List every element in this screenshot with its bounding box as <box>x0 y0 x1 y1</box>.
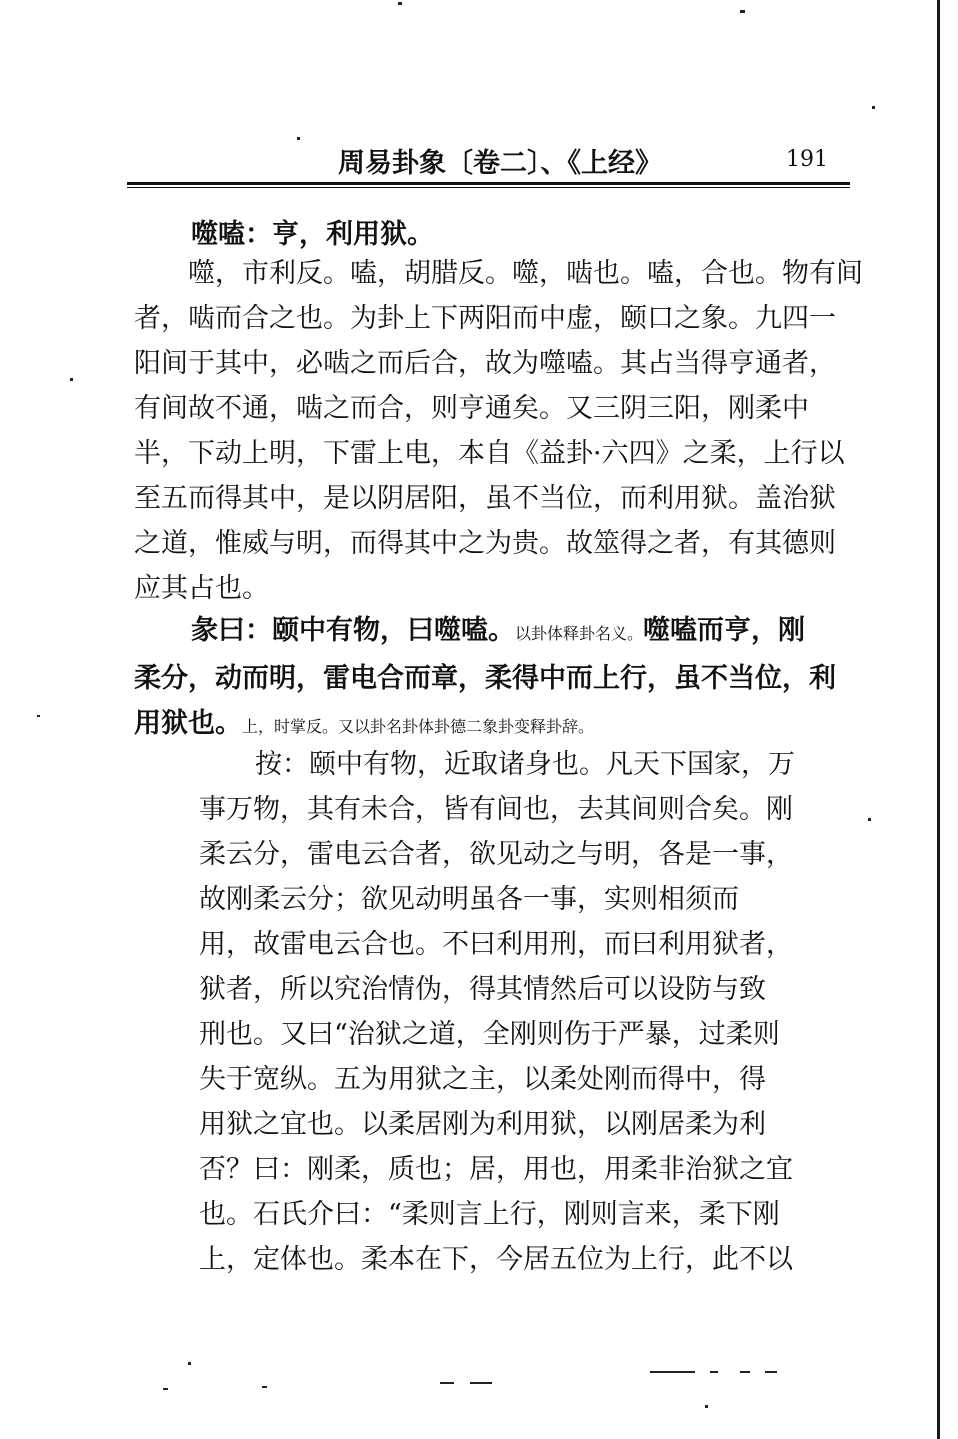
scan-speck <box>868 818 871 821</box>
note-line: 刑也。又曰“治狱之道，全刚则伤于严暴，过柔则 <box>199 1019 780 1050</box>
commentary-line: 噬，市利反。嗑，胡腊反。噬，啮也。嗑，合也。物有间 <box>188 258 863 289</box>
note-line: 也。石氏介曰：“柔则言上行，刚则言来，柔下刚 <box>199 1199 780 1230</box>
note-line: 上，定体也。柔本在下，今居五位为上行，此不以 <box>199 1244 793 1275</box>
scan-speck <box>37 715 40 717</box>
commentary-paragraph <box>134 251 863 611</box>
note-line: 失于宽纵。五为用狱之主，以柔处刚而得中，得 <box>199 1064 766 1095</box>
running-header-title: 周易卦象〔卷二〕、《上经》 <box>338 148 662 179</box>
tuan-text: 柔分，动而明，雷电合而章，柔得中而上行，虽不当位，利 <box>134 663 836 694</box>
tuan-line-1 <box>134 608 856 656</box>
commentary-line: 阳间于其中，必啮之而后合，故为噬嗑。其占当得亨通者， <box>134 348 836 379</box>
scan-speck <box>765 1371 777 1373</box>
note-line: 否？曰：刚柔，质也；居，用也，用柔非治狱之宜 <box>199 1154 793 1185</box>
header-rule-thick <box>127 182 850 185</box>
commentary-line: 应其占也。 <box>134 573 269 604</box>
tuan-paragraph <box>134 608 856 749</box>
tuan-annotation: 上，时掌反。又以卦名卦体卦德二象卦变释卦辞。 <box>242 717 595 736</box>
scan-speck <box>740 1371 750 1373</box>
note-line: 狱者，所以究治情伪，得其情然后可以设防与致 <box>199 974 766 1005</box>
scan-speck <box>470 1382 492 1384</box>
note-line: 按：颐中有物，近取诸身也。凡天下国家，万 <box>255 749 795 780</box>
note-line: 事万物，其有未合，皆有间也，去其间则合矣。刚 <box>199 794 793 825</box>
tuan-text: 噬嗑而亨，刚 <box>643 615 806 646</box>
scan-speck <box>163 1388 168 1390</box>
scan-speck <box>297 137 300 140</box>
scan-speck <box>710 1371 718 1373</box>
scan-speck <box>398 2 402 5</box>
commentary-line: 至五而得其中，是以阴居阳，虽不当位，而利用狱。盖治狱 <box>134 483 836 514</box>
note-line: 用，故雷电云合也。不曰利用刑，而曰利用狱者， <box>199 929 793 960</box>
tuan-annotation: 以卦体释卦名义。 <box>515 624 644 643</box>
tuan-text: 用狱也。 <box>134 708 242 739</box>
hexagram-heading: 噬嗑：亨，利用狱。 <box>191 219 434 250</box>
commentary-line: 之道，惟威与明，而得其中之为贵。故筮得之者，有其德则 <box>134 528 836 559</box>
note-line: 柔云分，雷电云合者，欲见动之与明，各是一事， <box>199 839 793 870</box>
note-paragraph <box>199 742 809 1282</box>
header-rule-thin <box>127 187 850 188</box>
note-line: 用狱之宜也。以柔居刚为利用狱，以刚居柔为利 <box>199 1109 766 1140</box>
scan-speck <box>188 1362 191 1365</box>
scan-speck <box>740 10 745 13</box>
commentary-line: 者，啮而合之也。为卦上下两阳而中虚，颐口之象。九四一 <box>134 303 836 334</box>
note-line: 故刚柔云分；欲见动明虽各一事，实则相须而 <box>199 884 739 915</box>
scan-speck <box>705 1405 708 1408</box>
scan-speck <box>70 378 73 381</box>
page-number: 191 <box>786 147 828 172</box>
scan-speck <box>650 1371 695 1373</box>
commentary-line: 有间故不通，啮之而合，则亨通矣。又三阴三阳，刚柔中 <box>134 393 809 424</box>
scan-speck <box>262 1386 267 1388</box>
scan-speck <box>872 106 875 109</box>
commentary-line: 半，下动上明，下雷上电，本自《益卦·六四》之柔，上行以 <box>134 438 845 469</box>
tuan-line-2 <box>134 656 856 701</box>
scan-speck <box>440 1382 454 1384</box>
tuan-text: 彖曰：颐中有物，曰噬嗑。 <box>191 615 515 646</box>
